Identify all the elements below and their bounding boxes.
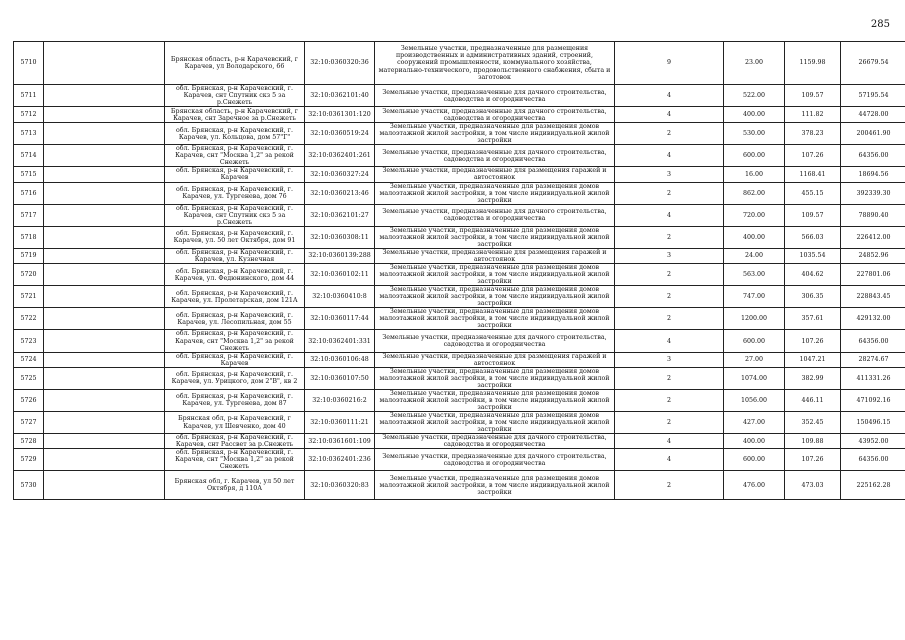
row-number-cell: 5713: [14, 123, 44, 145]
category-cell: 2: [615, 264, 724, 286]
land-use-cell: Земельные участки, предназначенные для размещения домов малоэтажной жилой застройки, в том числе индивидуальной жилой застройки: [375, 182, 615, 204]
rate-cell: 378.23: [785, 123, 841, 145]
rate-cell: 111.82: [785, 107, 841, 123]
address-cell: обл. Брянская, р-н Карачевский, г. Карачев, снт Рассвет за р.Снежеть: [165, 434, 305, 449]
land-use-cell: Земельные участки, предназначенные для дачного строительства, садоводства и огородничества: [375, 204, 615, 226]
rate-cell: 109.57: [785, 204, 841, 226]
area-cell: 1074.00: [724, 367, 785, 389]
cadastral-number-cell: 32:10:0360320:36: [305, 42, 375, 85]
blank-cell: [44, 449, 165, 471]
cadastral-value-cell: 24852.96: [841, 248, 905, 263]
address-cell: обл. Брянская, р-н Карачевский, г. Карачев, ул. Кузнечная: [165, 248, 305, 263]
land-use-cell: Земельные участки, предназначенные для размещения домов малоэтажной жилой застройки, в том числе индивидуальной жилой застройки: [375, 123, 615, 145]
cadastral-value-cell: 26679.54: [841, 42, 905, 85]
category-cell: 4: [615, 107, 724, 123]
table-body: [14, 42, 905, 500]
land-use-cell: Земельные участки, предназначенные для размещения домов малоэтажной жилой застройки, в том числе индивидуальной жилой застройки: [375, 367, 615, 389]
cadastral-number-cell: 32:10:0360111:21: [305, 411, 375, 433]
land-use-cell: Земельные участки, предназначенные для размещения производственных и административных зданий, строений, сооружений промышленности, коммунального хозяйства, материально-технического, продовольственного снабжения, сбыта и заготовок: [375, 42, 615, 85]
category-cell: 9: [615, 42, 724, 85]
rate-cell: 473.03: [785, 471, 841, 500]
area-cell: 522.00: [724, 85, 785, 107]
table-row: [14, 330, 905, 352]
table-row: [14, 411, 905, 433]
cadastral-value-cell: 57195.54: [841, 85, 905, 107]
cadastral-number-cell: 32:10:0360327:24: [305, 167, 375, 182]
category-cell: 4: [615, 330, 724, 352]
land-use-cell: Земельные участки, предназначенные для размещения домов малоэтажной жилой застройки, в том числе индивидуальной жилой застройки: [375, 389, 615, 411]
blank-cell: [44, 204, 165, 226]
table-row: [14, 226, 905, 248]
land-use-cell: Земельные участки, предназначенные для размещения домов малоэтажной жилой застройки, в том числе индивидуальной жилой застройки: [375, 411, 615, 433]
rate-cell: 1168.41: [785, 167, 841, 182]
category-cell: 2: [615, 226, 724, 248]
area-cell: 600.00: [724, 330, 785, 352]
cadastral-value-cell: 150496.15: [841, 411, 905, 433]
blank-cell: [44, 182, 165, 204]
cadastral-number-cell: 32:10:0360410:8: [305, 286, 375, 308]
area-cell: 400.00: [724, 107, 785, 123]
cadastral-number-cell: 32:10:0360519:24: [305, 123, 375, 145]
table-row: [14, 264, 905, 286]
category-cell: 4: [615, 434, 724, 449]
category-cell: 2: [615, 308, 724, 330]
category-cell: 4: [615, 145, 724, 167]
land-use-cell: Земельные участки, предназначенные для размещения гаражей и автостоянок: [375, 352, 615, 367]
cadastral-number-cell: 32:10:0360102:11: [305, 264, 375, 286]
cadastral-value-cell: 227801.06: [841, 264, 905, 286]
address-cell: обл. Брянская, р-н Карачевский, г. Карачев, ул. Кольцова, дом 57"Г": [165, 123, 305, 145]
cadastral-number-cell: 32:10:0360139:288: [305, 248, 375, 263]
row-number-cell: 5724: [14, 352, 44, 367]
blank-cell: [44, 471, 165, 500]
area-cell: 563.00: [724, 264, 785, 286]
land-use-cell: Земельные участки, предназначенные для дачного строительства, садоводства и огородничества: [375, 85, 615, 107]
rate-cell: 404.62: [785, 264, 841, 286]
blank-cell: [44, 85, 165, 107]
cadastral-number-cell: 32:10:0362101:27: [305, 204, 375, 226]
area-cell: 24.00: [724, 248, 785, 263]
rate-cell: 1035.54: [785, 248, 841, 263]
cadastral-number-cell: 32:10:0360216:2: [305, 389, 375, 411]
address-cell: обл. Брянская, р-н Карачевский, г. Карачев, ул. Тургенева, дом 87: [165, 389, 305, 411]
cadastral-value-cell: 44728.00: [841, 107, 905, 123]
cadastral-value-cell: 78890.40: [841, 204, 905, 226]
rate-cell: 109.57: [785, 85, 841, 107]
cadastral-number-cell: 32:10:0362401:236: [305, 449, 375, 471]
cadastral-number-cell: 32:10:0360213:46: [305, 182, 375, 204]
cadastral-value-cell: 226412.00: [841, 226, 905, 248]
area-cell: 27.00: [724, 352, 785, 367]
blank-cell: [44, 367, 165, 389]
area-cell: 600.00: [724, 449, 785, 471]
row-number-cell: 5727: [14, 411, 44, 433]
row-number-cell: 5722: [14, 308, 44, 330]
cadastral-value-cell: 225162.28: [841, 471, 905, 500]
row-number-cell: 5714: [14, 145, 44, 167]
land-use-cell: Земельные участки, предназначенные для размещения домов малоэтажной жилой застройки, в том числе индивидуальной жилой застройки: [375, 264, 615, 286]
row-number-cell: 5726: [14, 389, 44, 411]
row-number-cell: 5720: [14, 264, 44, 286]
cadastral-number-cell: 32:10:0360308:11: [305, 226, 375, 248]
table-row: [14, 107, 905, 123]
blank-cell: [44, 434, 165, 449]
row-number-cell: 5712: [14, 107, 44, 123]
table-row: [14, 449, 905, 471]
land-use-cell: Земельные участки, предназначенные для дачного строительства, садоводства и огородничества: [375, 330, 615, 352]
rate-cell: 306.35: [785, 286, 841, 308]
category-cell: 2: [615, 123, 724, 145]
address-cell: Брянская обл, г. Карачев, ул 50 лет Октября, д 110А: [165, 471, 305, 500]
rate-cell: 382.99: [785, 367, 841, 389]
area-cell: 1056.00: [724, 389, 785, 411]
row-number-cell: 5710: [14, 42, 44, 85]
cadastral-value-cell: 200461.90: [841, 123, 905, 145]
area-cell: 600.00: [724, 145, 785, 167]
table-row: [14, 308, 905, 330]
row-number-cell: 5729: [14, 449, 44, 471]
category-cell: 2: [615, 182, 724, 204]
cadastral-number-cell: 32:10:0362401:261: [305, 145, 375, 167]
row-number-cell: 5730: [14, 471, 44, 500]
row-number-cell: 5717: [14, 204, 44, 226]
row-number-cell: 5716: [14, 182, 44, 204]
category-cell: 4: [615, 85, 724, 107]
table-row: [14, 434, 905, 449]
area-cell: 862.00: [724, 182, 785, 204]
address-cell: Брянская область, р-н Карачевский, г Карачев, снт Заречное за р.Снежеть: [165, 107, 305, 123]
cadastral-value-cell: 43952.00: [841, 434, 905, 449]
table-row: [14, 123, 905, 145]
address-cell: обл. Брянская, р-н Карачевский, г. Карачев, ул. Федюнинского, дом 44: [165, 264, 305, 286]
address-cell: обл. Брянская, р-н Карачевский, г. Карачев, ул. Пролетарская, дом 121А: [165, 286, 305, 308]
row-number-cell: 5728: [14, 434, 44, 449]
table-row: [14, 42, 905, 85]
cadastral-value-cell: 28274.67: [841, 352, 905, 367]
rate-cell: 109.88: [785, 434, 841, 449]
address-cell: обл. Брянская, р-н Карачевский, г. Карачев, ул. Урицкого, дом 2"В", кв 2: [165, 367, 305, 389]
row-number-cell: 5718: [14, 226, 44, 248]
blank-cell: [44, 264, 165, 286]
row-number-cell: 5725: [14, 367, 44, 389]
category-cell: 4: [615, 204, 724, 226]
area-cell: 1200.00: [724, 308, 785, 330]
cadastral-number-cell: 32:10:0360106:48: [305, 352, 375, 367]
row-number-cell: 5723: [14, 330, 44, 352]
cadastral-number-cell: 32:10:0362401:331: [305, 330, 375, 352]
table-row: [14, 352, 905, 367]
address-cell: обл. Брянская, р-н Карачевский, г. Карачев, снт Спутник скз 5 за р.Снежеть: [165, 85, 305, 107]
category-cell: 3: [615, 248, 724, 263]
page-number: 285: [870, 19, 890, 30]
blank-cell: [44, 42, 165, 85]
blank-cell: [44, 167, 165, 182]
blank-cell: [44, 411, 165, 433]
rate-cell: 352.45: [785, 411, 841, 433]
rate-cell: 107.26: [785, 330, 841, 352]
category-cell: 2: [615, 286, 724, 308]
cadastral-value-cell: 64356.00: [841, 330, 905, 352]
land-use-cell: Земельные участки, предназначенные для размещения домов малоэтажной жилой застройки, в том числе индивидуальной жилой застройки: [375, 226, 615, 248]
cadastral-number-cell: 32:10:0361301:120: [305, 107, 375, 123]
rate-cell: 455.15: [785, 182, 841, 204]
address-cell: обл. Брянская, р-н Карачевский, г. Карачев: [165, 352, 305, 367]
address-cell: обл. Брянская, р-н Карачевский, г. Карачев, снт "Москва 1,2" за рекой Снежеть: [165, 449, 305, 471]
cadastral-number-cell: 32:10:0361601:109: [305, 434, 375, 449]
area-cell: 720.00: [724, 204, 785, 226]
land-use-cell: Земельные участки, предназначенные для размещения домов малоэтажной жилой застройки, в том числе индивидуальной жилой застройки: [375, 308, 615, 330]
area-cell: 16.00: [724, 167, 785, 182]
address-cell: обл. Брянская, р-н Карачевский, г. Карачев, снт "Москва 1,2" за рекой Снежеть: [165, 145, 305, 167]
address-cell: обл. Брянская, р-н Карачевский, г. Карачев: [165, 167, 305, 182]
blank-cell: [44, 107, 165, 123]
row-number-cell: 5711: [14, 85, 44, 107]
cadastral-value-cell: 429132.00: [841, 308, 905, 330]
cadastral-value-cell: 228843.45: [841, 286, 905, 308]
rate-cell: 357.61: [785, 308, 841, 330]
area-cell: 476.00: [724, 471, 785, 500]
table-row: [14, 85, 905, 107]
blank-cell: [44, 330, 165, 352]
table-row: [14, 204, 905, 226]
land-registry-table: [13, 41, 905, 500]
area-cell: 23.00: [724, 42, 785, 85]
blank-cell: [44, 145, 165, 167]
land-use-cell: Земельные участки, предназначенные для дачного строительства, садоводства и огородничества: [375, 449, 615, 471]
cadastral-value-cell: 64356.00: [841, 145, 905, 167]
blank-cell: [44, 352, 165, 367]
blank-cell: [44, 286, 165, 308]
cadastral-value-cell: 18694.56: [841, 167, 905, 182]
address-cell: обл. Брянская, р-н Карачевский, г. Карачев, снт "Москва 1,2" за рекой Снежеть: [165, 330, 305, 352]
address-cell: Брянская область, р-н Карачевский, г Карачев, ул Володарского, 66: [165, 42, 305, 85]
land-use-cell: Земельные участки, предназначенные для размещения гаражей и автостоянок: [375, 248, 615, 263]
row-number-cell: 5721: [14, 286, 44, 308]
table-row: [14, 248, 905, 263]
area-cell: 530.00: [724, 123, 785, 145]
table-row: [14, 145, 905, 167]
area-cell: 747.00: [724, 286, 785, 308]
cadastral-number-cell: 32:10:0360320:83: [305, 471, 375, 500]
cadastral-value-cell: 392339.30: [841, 182, 905, 204]
table-row: [14, 367, 905, 389]
land-use-cell: Земельные участки, предназначенные для размещения домов малоэтажной жилой застройки, в том числе индивидуальной жилой застройки: [375, 286, 615, 308]
address-cell: обл. Брянская, р-н Карачевский, г. Карачев, ул. 50 лет Октября, дом 91: [165, 226, 305, 248]
table-row: [14, 167, 905, 182]
blank-cell: [44, 389, 165, 411]
area-cell: 400.00: [724, 226, 785, 248]
blank-cell: [44, 123, 165, 145]
category-cell: 3: [615, 167, 724, 182]
cadastral-value-cell: 471092.16: [841, 389, 905, 411]
row-number-cell: 5715: [14, 167, 44, 182]
cadastral-value-cell: 411331.26: [841, 367, 905, 389]
area-cell: 400.00: [724, 434, 785, 449]
rate-cell: 1047.21: [785, 352, 841, 367]
cadastral-number-cell: 32:10:0360107:50: [305, 367, 375, 389]
address-cell: Брянская обл, р-н Карачевский, г Карачев, ул Шевченко, дом 40: [165, 411, 305, 433]
cadastral-value-cell: 64356.00: [841, 449, 905, 471]
blank-cell: [44, 308, 165, 330]
rate-cell: 107.26: [785, 145, 841, 167]
category-cell: 2: [615, 389, 724, 411]
blank-cell: [44, 226, 165, 248]
address-cell: обл. Брянская, р-н Карачевский, г. Карачев, снт Спутник скз 5 за р.Снежеть: [165, 204, 305, 226]
address-cell: обл. Брянская, р-н Карачевский, г. Карачев, ул. Лесопильная, дом 55: [165, 308, 305, 330]
category-cell: 4: [615, 449, 724, 471]
category-cell: 2: [615, 411, 724, 433]
table-row: [14, 389, 905, 411]
category-cell: 2: [615, 367, 724, 389]
land-use-cell: Земельные участки, предназначенные для размещения гаражей и автостоянок: [375, 167, 615, 182]
land-use-cell: Земельные участки, предназначенные для дачного строительства, садоводства и огородничества: [375, 434, 615, 449]
blank-cell: [44, 248, 165, 263]
cadastral-number-cell: 32:10:0360117:44: [305, 308, 375, 330]
table-row: [14, 471, 905, 500]
land-use-cell: Земельные участки, предназначенные для дачного строительства, садоводства и огородничества: [375, 107, 615, 123]
rate-cell: 107.26: [785, 449, 841, 471]
row-number-cell: 5719: [14, 248, 44, 263]
rate-cell: 1159.98: [785, 42, 841, 85]
category-cell: 3: [615, 352, 724, 367]
land-use-cell: Земельные участки, предназначенные для дачного строительства, садоводства и огородничества: [375, 145, 615, 167]
cadastral-number-cell: 32:10:0362101:40: [305, 85, 375, 107]
area-cell: 427.00: [724, 411, 785, 433]
table-row: [14, 182, 905, 204]
category-cell: 2: [615, 471, 724, 500]
table-row: [14, 286, 905, 308]
address-cell: обл. Брянская, р-н Карачевский, г. Карачев, ул. Тургенева, дом 76: [165, 182, 305, 204]
rate-cell: 446.11: [785, 389, 841, 411]
land-use-cell: Земельные участки, предназначенные для размещения домов малоэтажной жилой застройки, в том числе индивидуальной жилой застройки: [375, 471, 615, 500]
rate-cell: 566.03: [785, 226, 841, 248]
